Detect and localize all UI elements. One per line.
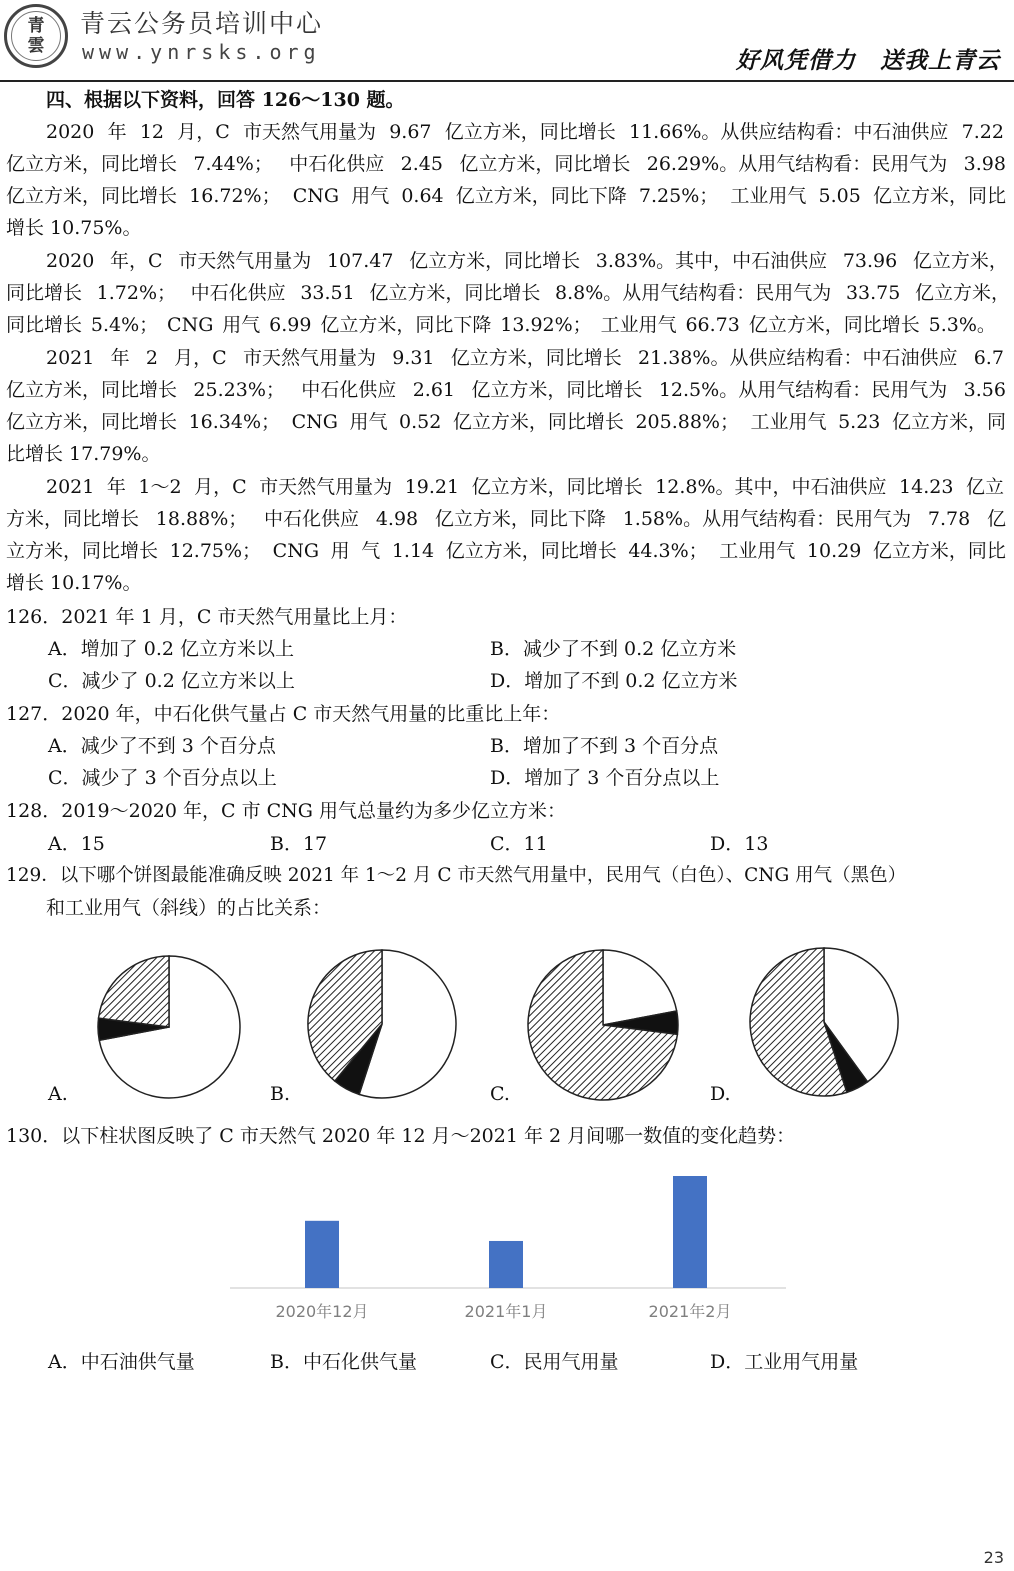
text-segment: 12.8%。其中，中石油供应 <box>655 476 887 498</box>
text-segment: 73.96 <box>842 250 898 272</box>
q128-option-d: D．13 <box>710 833 769 855</box>
text-segment: 市天然气用量为 <box>259 476 393 498</box>
text-segment: 亿立方米， <box>912 250 1008 272</box>
text-segment: CNG <box>167 314 214 336</box>
logo-char-top: 青 <box>27 16 45 36</box>
para4-line2 <box>6 507 1006 531</box>
text-segment: 工业用气 <box>600 314 677 336</box>
q128-option-c: C．11 <box>490 833 548 855</box>
bar <box>489 1241 523 1288</box>
q128-option-b: B．17 <box>270 833 328 855</box>
text-segment: 用气 <box>351 185 390 207</box>
para1-line1 <box>46 120 1004 144</box>
q127-option-c: C．减少了 3 个百分点以上 <box>48 767 277 789</box>
text-segment: 2020 <box>46 121 95 143</box>
logo-char-bottom: 雲 <box>27 36 45 56</box>
text-segment: 年，C <box>110 250 163 272</box>
text-segment: 亿立方米，同 <box>891 411 1006 433</box>
text-segment: 亿立方米，同比增长 <box>444 121 616 143</box>
text-segment: 亿立方米，同比增长 <box>6 411 178 433</box>
org-url: www.ynrsks.org <box>82 40 321 64</box>
bar <box>305 1221 339 1288</box>
text-segment: 2.45 <box>400 153 443 175</box>
text-segment: 月，C <box>194 476 247 498</box>
q130-option-b: B．中石化供气量 <box>270 1351 417 1373</box>
text-segment: 44.3%； <box>628 540 708 562</box>
pie-a <box>96 954 242 1100</box>
text-segment: 亿立方米，同比增长 <box>459 153 631 175</box>
text-segment: 12.5%。从用气结构看：民用气为 <box>658 379 948 401</box>
q129-stem-line2: 和工业用气（斜线）的占比关系： <box>46 897 332 919</box>
text-segment: 气 <box>361 540 381 562</box>
text-segment: 205.88%； <box>635 411 739 433</box>
para1-line2 <box>6 152 1006 176</box>
q127-stem: 127．2020 年，中石化供气量占 C 市天然气用量的比重比上年： <box>6 703 561 725</box>
x-tick-label: 2021年2月 <box>648 1302 732 1321</box>
text-segment: 2021 <box>46 347 95 369</box>
q126-option-c: C．减少了 0.2 亿立方米以上 <box>48 670 295 692</box>
text-segment: CNG <box>272 540 319 562</box>
q129-option-b: B. <box>270 1083 291 1105</box>
text-segment: 2 <box>145 347 158 369</box>
text-segment: 66.73 <box>685 314 740 336</box>
text-segment: 中石化供应 <box>289 153 385 175</box>
text-segment: 亿立方米，同比增长 <box>748 314 920 336</box>
text-segment: 工业用气 <box>719 540 796 562</box>
q127-option-b: B．增加了不到 3 个百分点 <box>490 735 719 757</box>
text-segment: 5.3%。 <box>928 314 996 336</box>
text-segment: 107.47 <box>326 250 394 272</box>
para4-line4: 增长 10.17%。 <box>6 572 142 594</box>
text-segment: 16.34%； <box>188 411 281 433</box>
text-segment: 用气 <box>222 314 261 336</box>
text-segment: 年 <box>107 121 127 143</box>
text-segment: 同比增长 <box>6 314 83 336</box>
para2-line1 <box>46 249 1008 273</box>
para2-line2 <box>6 281 1010 305</box>
q128-option-a: A．15 <box>48 833 105 855</box>
pie-d <box>748 946 900 1098</box>
para4-line3 <box>6 539 1006 563</box>
q129-option-a: A. <box>48 1083 68 1105</box>
text-segment: 19.21 <box>404 476 460 498</box>
text-segment: 10.29 <box>806 540 862 562</box>
text-segment: 工业用气 <box>730 185 807 207</box>
text-segment: 用气 <box>349 411 388 433</box>
text-segment: 用 <box>330 540 350 562</box>
text-segment: 亿 <box>986 508 1006 530</box>
header-divider <box>0 80 1014 82</box>
para3-line1 <box>46 346 1004 370</box>
text-segment: 6.99 <box>269 314 312 336</box>
text-segment: 9.67 <box>389 121 432 143</box>
text-segment: 25.23%； <box>193 379 285 401</box>
text-segment: 11.66%。从供应结构看：中石油供应 <box>628 121 949 143</box>
text-segment: 亿立方米，同比增长 <box>6 379 178 401</box>
text-segment: 4.98 <box>375 508 419 530</box>
text-segment: 12 <box>139 121 164 143</box>
text-segment: 16.72%； <box>189 185 281 207</box>
bar <box>673 1176 707 1288</box>
text-segment: 5.4%； <box>90 314 159 336</box>
text-segment: 1.58%。从用气结构看：民用气为 <box>622 508 912 530</box>
text-segment: 1～2 <box>138 476 182 498</box>
para1-line3 <box>6 184 1006 208</box>
text-segment: 市天然气用量为 <box>178 250 312 272</box>
text-segment: 21.38%。从供应结构看：中石油供应 <box>638 347 958 369</box>
text-segment: 26.29%。从用气结构看：民用气为 <box>646 153 948 175</box>
text-segment: 方米，同比增长 <box>6 508 140 530</box>
para1-line4: 增长 10.75%。 <box>6 217 142 239</box>
text-segment: 18.88%； <box>155 508 248 530</box>
text-segment: 12.75%； <box>169 540 262 562</box>
text-segment: 亿立方米，同比 <box>872 185 1006 207</box>
pie-b <box>306 948 458 1100</box>
text-segment: 亿立方米，同比增长 <box>6 185 178 207</box>
text-segment: 0.64 <box>401 185 444 207</box>
text-segment: 亿立方米， <box>914 282 1010 304</box>
text-segment: 市天然气用量为 <box>242 121 376 143</box>
para3-line3 <box>6 410 1006 434</box>
text-segment: 年 <box>106 476 126 498</box>
q126-option-d: D．增加了不到 0.2 亿立方米 <box>490 670 738 692</box>
text-segment: 1.72%； <box>96 282 177 304</box>
text-segment: 6.7 <box>973 347 1004 369</box>
text-segment: 2.61 <box>412 379 456 401</box>
text-segment: 亿立方米，同比增长 <box>6 153 178 175</box>
text-segment: 亿立方米，同比下降 <box>455 185 627 207</box>
text-segment: 2021 <box>46 476 95 498</box>
x-tick-label: 2021年1月 <box>464 1302 548 1321</box>
text-segment: 亿立方米，同比下降 <box>320 314 492 336</box>
q130-option-d: D．工业用气用量 <box>710 1351 859 1373</box>
text-segment: 3.83%。其中，中石油供应 <box>595 250 828 272</box>
text-segment: 亿立方米，同比增长 <box>452 411 624 433</box>
text-segment: 亿立方米，同比增长 <box>369 282 541 304</box>
text-segment: 亿立方米，同比下降 <box>434 508 606 530</box>
q128-stem: 128．2019～2020 年，C 市 CNG 用气总量约为多少亿立方米： <box>6 800 567 822</box>
text-segment: 7.44%； <box>193 153 273 175</box>
q129-option-c: C. <box>490 1083 510 1105</box>
q129-option-d: D. <box>710 1083 731 1105</box>
pie-slice-hatch <box>99 956 169 1027</box>
q130-stem: 130．以下柱状图反映了 C 市天然气 2020 年 12 月～2021 年 2 月间哪一数值的变化趋势： <box>6 1125 796 1147</box>
text-segment: 年 <box>110 347 130 369</box>
text-segment: 14.23 <box>899 476 954 498</box>
text-segment: 中石化供应 <box>190 282 286 304</box>
q130-option-a: A．中石油供气量 <box>48 1351 195 1373</box>
text-segment: 立方米，同比增长 <box>6 540 159 562</box>
text-segment: 亿立方米，同比增长 <box>471 476 643 498</box>
text-segment: CNG <box>292 185 340 207</box>
text-segment: 亿立方米，同比增长 <box>450 347 622 369</box>
text-segment: 7.22 <box>961 121 1004 143</box>
text-segment: 3.98 <box>963 153 1006 175</box>
logo <box>4 4 68 68</box>
x-tick-label: 2020年12月 <box>275 1302 369 1321</box>
para4-line1 <box>46 475 1004 499</box>
text-segment: 市天然气用量为 <box>242 347 376 369</box>
text-segment: 33.75 <box>845 282 901 304</box>
text-segment: 月，C <box>174 347 227 369</box>
section-title: 四、根据以下资料，回答 126～130 题。 <box>46 89 405 111</box>
text-segment: 2020 <box>46 250 95 272</box>
text-segment: 33.51 <box>300 282 355 304</box>
bar-chart <box>230 1160 786 1330</box>
para3-line4: 比增长 17.79%。 <box>6 443 161 465</box>
page-number: 23 <box>983 1548 1004 1567</box>
q127-option-a: A．减少了不到 3 个百分点 <box>48 735 276 757</box>
text-segment: 工业用气 <box>750 411 827 433</box>
text-segment: 0.52 <box>399 411 442 433</box>
text-segment: 中石化供应 <box>301 379 397 401</box>
page-header <box>0 0 1014 82</box>
text-segment: 1.14 <box>391 540 435 562</box>
text-segment: 亿立方米，同比增长 <box>409 250 581 272</box>
text-segment: 8.8%。从用气结构看：民用气为 <box>555 282 832 304</box>
q126-option-a: A．增加了 0.2 亿立方米以上 <box>48 638 295 660</box>
text-segment: 亿立方米，同比增长 <box>471 379 643 401</box>
text-segment: 亿立方米，同比 <box>872 540 1006 562</box>
text-segment: 5.05 <box>818 185 861 207</box>
slogan: 好风凭借力 送我上青云 <box>736 48 1000 74</box>
text-segment: 同比增长 <box>6 282 83 304</box>
text-segment: 5.23 <box>838 411 881 433</box>
q129-stem-line1: 129．以下哪个饼图最能准确反映 2021 年 1～2 月 C 市天然气用量中，民用气（白色）、CNG 用气（黑色） <box>6 865 907 886</box>
text-segment: CNG <box>291 411 338 433</box>
text-segment: 3.56 <box>963 379 1006 401</box>
text-segment: 13.92%； <box>500 314 592 336</box>
para2-line3 <box>6 313 996 337</box>
text-segment: 月，C <box>177 121 230 143</box>
q130-option-c: C．民用气用量 <box>490 1351 619 1373</box>
org-name: 青云公务员培训中心 <box>80 9 324 38</box>
q126-stem: 126．2021 年 1 月，C 市天然气用量比上月： <box>6 606 408 628</box>
text-segment: 亿立 <box>965 476 1004 498</box>
text-segment: 7.25%； <box>638 185 719 207</box>
text-segment: 中石化供应 <box>264 508 360 530</box>
q127-option-d: D．增加了 3 个百分点以上 <box>490 767 720 789</box>
text-segment: 亿立方米，同比增长 <box>445 540 617 562</box>
para3-line2 <box>6 378 1006 402</box>
q126-option-b: B．减少了不到 0.2 亿立方米 <box>490 638 737 660</box>
text-segment: 9.31 <box>392 347 435 369</box>
text-segment: 7.78 <box>927 508 971 530</box>
pie-c <box>526 948 680 1102</box>
